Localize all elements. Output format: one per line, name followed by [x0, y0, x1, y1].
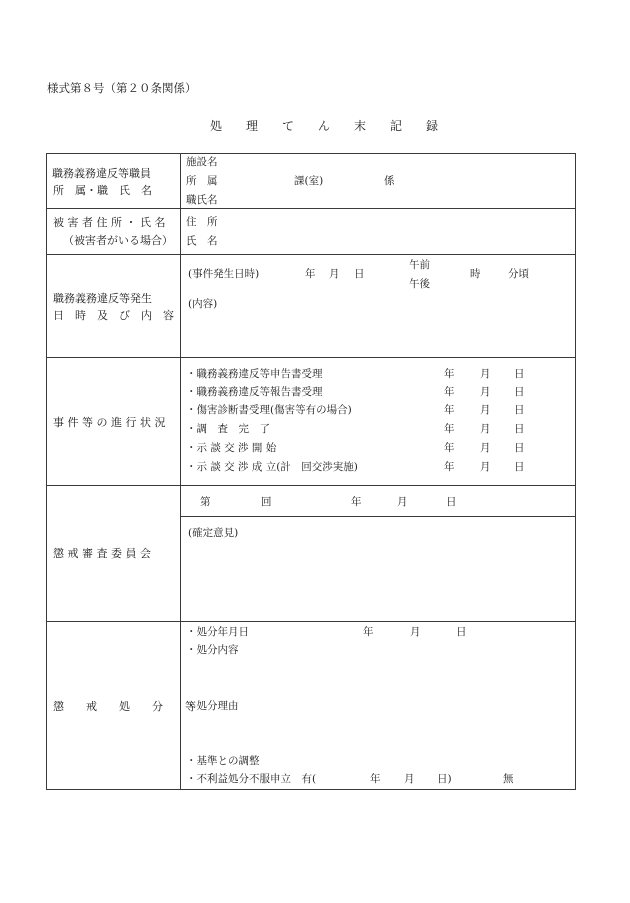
disposition-content-label: ・処分内容 [186, 644, 239, 656]
label-column-divider [180, 153, 181, 790]
appeal-none: 無 [503, 773, 514, 785]
row-divider-1 [46, 208, 576, 209]
row3-label-line1: 職務義務違反等発生 [53, 292, 152, 305]
progress-item-text: ・傷害診断書受理(傷害等有の場合) [186, 404, 352, 416]
progress-item-year: 年 [444, 461, 455, 473]
disposition-year: 年 [363, 626, 374, 638]
table-border-left [46, 153, 47, 790]
staff-name-label: 職氏名 [186, 194, 218, 206]
progress-item-day: 日 [514, 386, 525, 398]
incident-year: 年 [305, 268, 316, 280]
committee-session-suffix: 回 [261, 496, 272, 508]
progress-item-month: 月 [480, 442, 491, 454]
disposition-reason-label: ・処分理由 [186, 700, 239, 712]
committee-opinion-label: (確定意見) [188, 527, 239, 539]
incident-content-label: (内容) [188, 298, 218, 310]
progress-item-month: 月 [480, 423, 491, 435]
progress-item-day: 日 [514, 404, 525, 416]
facility-label: 施設名 [186, 156, 218, 168]
table-border-top [46, 153, 576, 154]
row-divider-5a [180, 516, 576, 517]
progress-item-year: 年 [444, 442, 455, 454]
row-divider-3 [46, 357, 576, 358]
disposition-month: 月 [410, 626, 421, 638]
progress-item-day: 日 [514, 442, 525, 454]
disposition-date-label: ・処分年月日 [186, 626, 249, 638]
disposition-adjust-label: ・基準との調整 [186, 755, 260, 767]
committee-year: 年 [351, 496, 362, 508]
disposition-appeal-label: ・不利益処分不服申立 有( [186, 773, 317, 785]
incident-day: 日 [354, 268, 365, 280]
table-border-right [575, 153, 576, 790]
progress-item-month: 月 [480, 368, 491, 380]
row1-label-line1: 職務義務違反等職員 [52, 167, 151, 180]
progress-item-month: 月 [480, 386, 491, 398]
row2-label-line2: （被害者がいる場合） [63, 234, 173, 247]
document-title: 処 理 て ん 末 記 録 [210, 119, 439, 133]
incident-am: 午前 [409, 259, 430, 271]
incident-pm: 午後 [409, 278, 430, 290]
row-divider-2 [46, 254, 576, 255]
progress-item-day: 日 [514, 423, 525, 435]
progress-item-day: 日 [514, 368, 525, 380]
form-number: 様式第８号（第２０条関係） [47, 81, 197, 95]
affiliation-label: 所 属 [186, 175, 218, 187]
row1-label-line2: 所 属・職 氏 名 [53, 184, 152, 197]
section-label: 課(室) [294, 175, 324, 187]
progress-item-month: 月 [480, 404, 491, 416]
committee-session: 第 [200, 496, 211, 508]
committee-month: 月 [397, 496, 408, 508]
row2-label-line1: 被 害 者 住 所 ・ 氏 名 [53, 216, 166, 229]
progress-item-year: 年 [444, 404, 455, 416]
row5-label: 懲 戒 審 査 委 員 会 [53, 547, 151, 560]
incident-minute: 分頃 [508, 268, 529, 280]
incident-datetime-label: (事件発生日時) [188, 268, 260, 280]
progress-item-text: ・調 査 完 了 [186, 423, 270, 435]
committee-day: 日 [446, 496, 457, 508]
appeal-month: 月 [404, 773, 415, 785]
progress-item-year: 年 [444, 423, 455, 435]
progress-item-day: 日 [514, 461, 525, 473]
row-divider-5 [46, 621, 576, 622]
progress-item-year: 年 [444, 386, 455, 398]
progress-item-text: ・職務義務違反等申告書受理 [186, 368, 323, 380]
row3-label-line2: 日 時 及 び 内 容 [53, 309, 174, 322]
appeal-day: 日) [437, 773, 452, 785]
progress-item-text: ・示 談 交 渉 成 立(計 回交渉実施) [186, 461, 358, 473]
row4-label: 事 件 等 の 進 行 状 況 [53, 416, 166, 429]
progress-item-month: 月 [480, 461, 491, 473]
progress-item-text: ・示 談 交 渉 開 始 [186, 442, 277, 454]
incident-month: 月 [329, 268, 340, 280]
address-label: 住 所 [186, 216, 218, 228]
unit-label: 係 [384, 175, 395, 187]
progress-item-text: ・職務義務違反等報告書受理 [186, 386, 323, 398]
row6-label: 懲 戒 処 分 等 [53, 700, 196, 713]
row-divider-4 [46, 485, 576, 486]
appeal-year: 年 [370, 773, 381, 785]
table-border-bottom [46, 789, 576, 790]
disposition-day: 日 [456, 626, 467, 638]
incident-hour: 時 [470, 268, 481, 280]
name-label: 氏 名 [186, 235, 218, 247]
progress-item-year: 年 [444, 368, 455, 380]
